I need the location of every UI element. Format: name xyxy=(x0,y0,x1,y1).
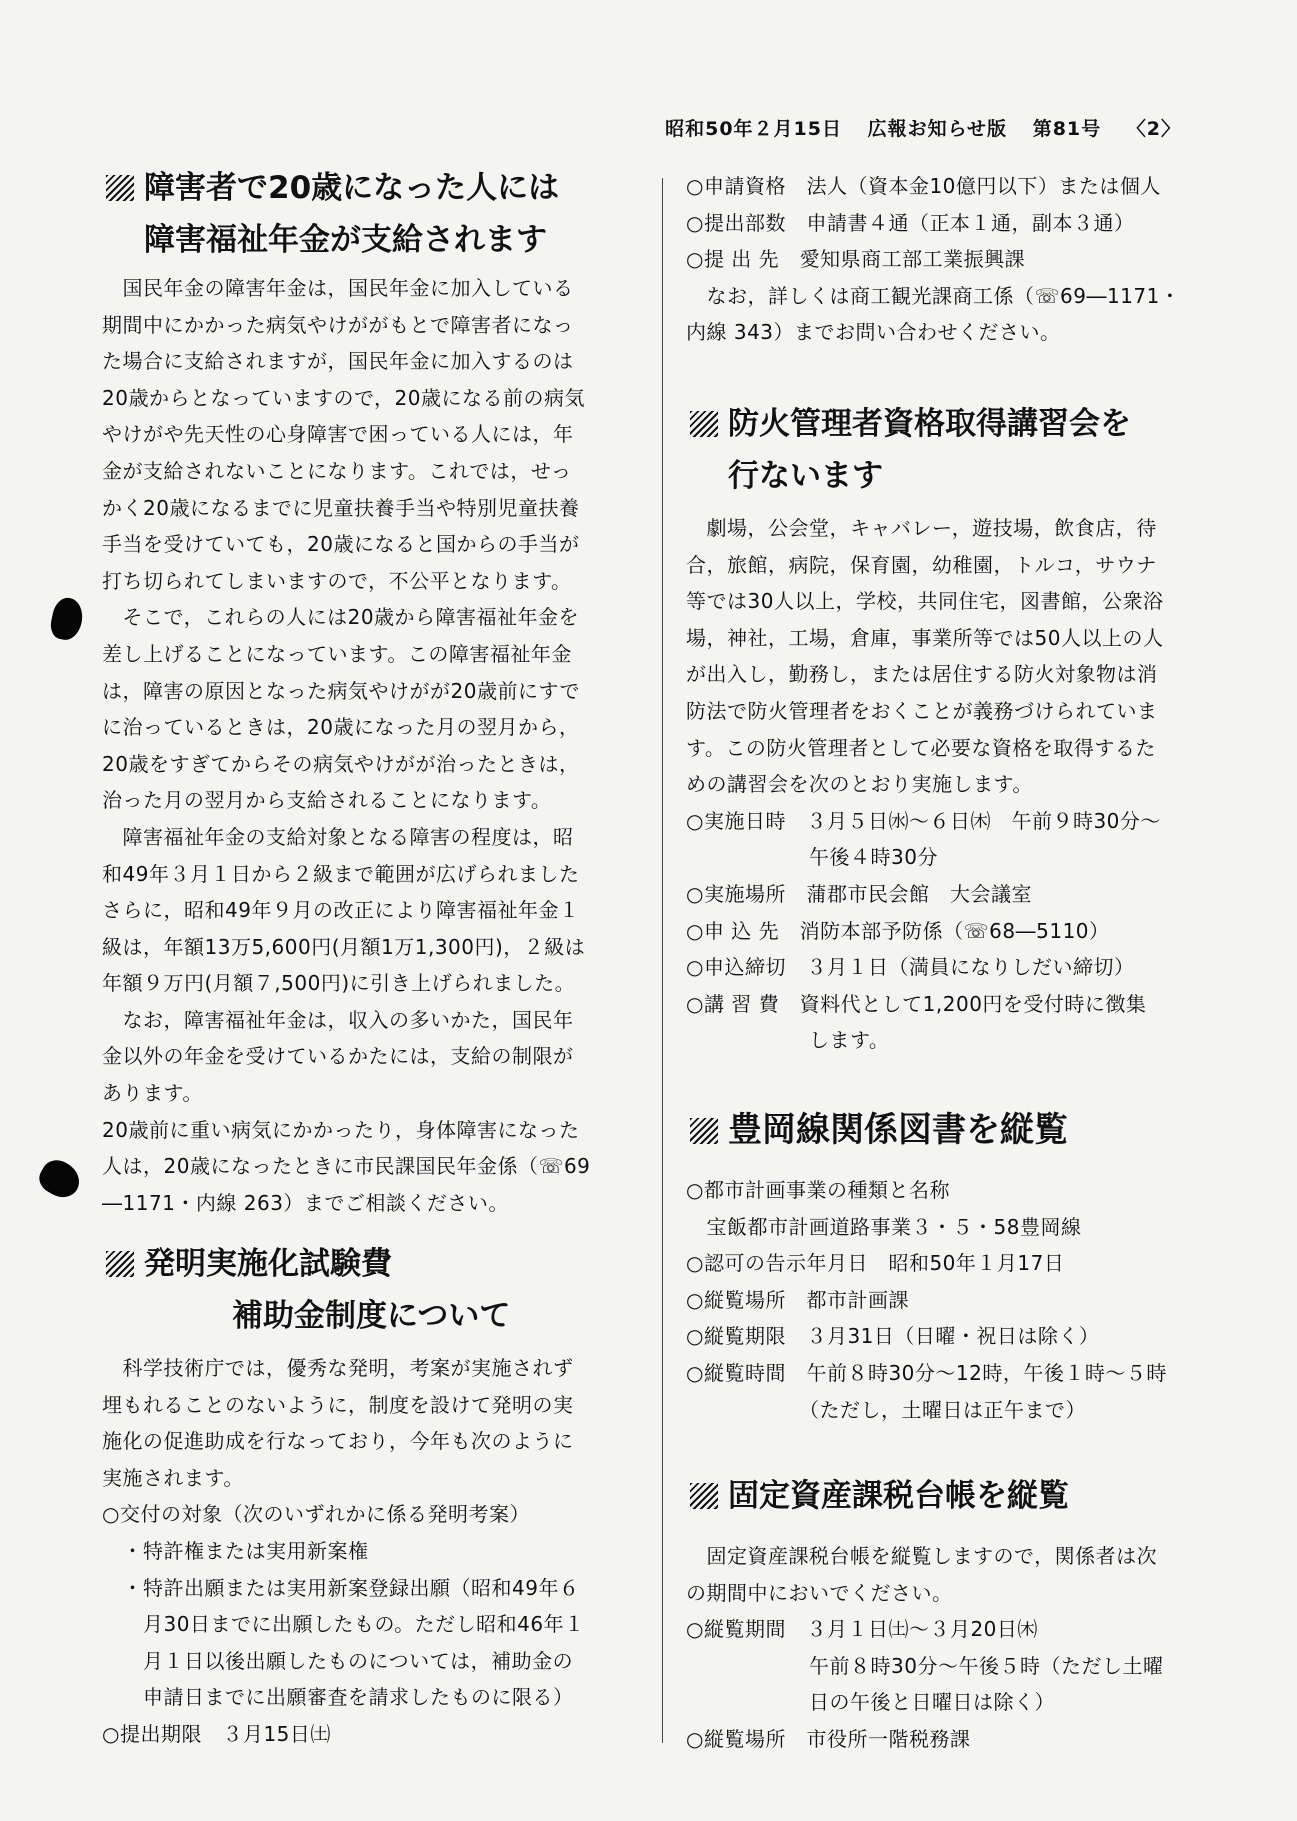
text-line: ○申請資格 法人（資本金10億円以下）または個人 xyxy=(686,174,1161,198)
text-line: 金が支給されないことになります。これでは，せっ xyxy=(102,458,572,483)
text-line: 国民年金の障害年金は，国民年金に加入している xyxy=(102,276,574,300)
text-line: 内線 343）までお問い合わせください。 xyxy=(686,320,1061,345)
text-line: ○実施日時 ３月５日㈬～６日㈭ 午前９時30分～ xyxy=(686,808,1161,833)
text-line: 午後４時30分 xyxy=(686,845,938,870)
text-line: 申請日までに出願審査を請求したものに限る） xyxy=(102,1685,574,1710)
text-line: 劇場，公会堂，キャバレー，遊技場，飲食店，待 xyxy=(686,516,1157,540)
text-line: 施化の促進助成を行なっており，今年も次のように xyxy=(102,1429,574,1454)
text-line: ○縦覧時間 午前８時30分～12時，午後１時～５時 xyxy=(686,1360,1167,1385)
text-line: 場，神社，工場，倉庫，事業所等では50人以上の人 xyxy=(686,625,1164,650)
column-divider xyxy=(662,178,663,1743)
text-line: 和49年３月１日から２級まで範囲が広げられました xyxy=(102,861,580,886)
text-line: ○実施場所 蒲郡市民会館 大会議室 xyxy=(686,881,1032,906)
text-line: 人は，20歳になったときに市民課国民年金係（☏69 xyxy=(102,1154,591,1179)
text-line: あります。 xyxy=(102,1081,203,1106)
text-line: ○講 習 費 資料代として1,200円を受付時に徴集 xyxy=(686,991,1147,1016)
text-line: めの講習会を次のとおり実施します。 xyxy=(686,772,1033,797)
text-line: が出入し，勤務し，または居住する防火対象物は消 xyxy=(686,662,1158,687)
heading-disability-pension: 障害者で20歳になった人には 障害福祉年金が支給されます xyxy=(106,162,559,266)
text-line: 年額９万円(月額７,500円)に引き上げられました。 xyxy=(102,971,576,996)
text-line: 打ち切られてしまいますので，不公平となります。 xyxy=(102,568,572,593)
text-line: 月30日までに出願したもの。ただし昭和46年１ xyxy=(102,1612,585,1637)
text-line: ○提出部数 申請書４通（正本１通，副本３通） xyxy=(686,210,1135,235)
text-line: なお，障害福祉年金は，収入の多いかた，国民年 xyxy=(102,1007,574,1032)
text-line: やけがや先天性の心身障害で困っている人には，年 xyxy=(102,422,574,447)
text-line: た場合に支給されますが，国民年金に加入するのは xyxy=(102,349,574,374)
text-line: 障害福祉年金の支給対象となる障害の程度は，昭 xyxy=(102,824,574,849)
text-line: 治った月の翌月から支給されることになります。 xyxy=(102,788,552,813)
text-line: に治っているときは，20歳になった月の翌月から， xyxy=(102,715,580,740)
header-page-number: 〈2〉 xyxy=(1126,118,1181,140)
text-line: します。 xyxy=(686,1028,890,1053)
article-disability-pension xyxy=(102,270,590,1221)
text-line: 合，旅館，病院，保育園，幼稚園，トルコ，サウナ xyxy=(686,552,1157,577)
text-line: ○提出期限 ３月15日㈯ xyxy=(102,1721,331,1746)
heading-invention-subsidy: 発明実施化試験費 補助金制度について xyxy=(106,1238,510,1342)
article-invention-subsidy xyxy=(102,1350,585,1753)
text-line: 金以外の年金を受けているかたには，支給の制限が xyxy=(102,1044,574,1069)
text-line: ―1171・内線 263）までご相談ください。 xyxy=(102,1190,509,1215)
text-line: 級は，年額13万5,600円(月額1万1,300円)，２級は xyxy=(102,934,586,959)
text-line: 期間中にかかった病気やけががもとで障害者になっ xyxy=(102,312,574,337)
heading-fire-prevention-course: 防火管理者資格取得講習会を 行ないます xyxy=(690,398,1131,502)
text-line: 20歳をすぎてからその病気やけがが治ったときは， xyxy=(102,751,580,776)
article-invention-continued xyxy=(686,168,1180,351)
text-line: ○交付の対象（次のいずれかに係る発明考案） xyxy=(102,1502,530,1527)
header-issue: 第81号 xyxy=(1032,118,1102,140)
hatch-bullet-icon xyxy=(106,1251,134,1277)
heading-toyooka-line: 豊岡線関係図書を縦覧 xyxy=(690,1104,1068,1156)
text-line: ○縦覧期限 ３月31日（日曜・祝日は除く） xyxy=(686,1324,1100,1349)
text-line: さらに，昭和49年９月の改正により障害福祉年金１ xyxy=(102,898,580,923)
text-line: 20歳からとなっていますので，20歳になる前の病気 xyxy=(102,385,585,410)
text-line: 差し上げることになっています。この障害福祉年金 xyxy=(102,641,572,666)
text-line: 実施されます。 xyxy=(102,1465,244,1490)
text-line: 手当を受けていても，20歳になると国からの手当が xyxy=(102,532,580,557)
text-line: 午前８時30分～午後５時（ただし土曜 xyxy=(686,1653,1164,1678)
text-line: 宝飯都市計画道路事業３・５・58豊岡線 xyxy=(686,1214,1082,1239)
text-line: ・特許出願または実用新案登録出願（昭和49年６ xyxy=(102,1575,580,1600)
article-fixed-asset-ledger xyxy=(686,1538,1163,1758)
text-line: （ただし，土曜日は正午まで） xyxy=(686,1397,1086,1422)
text-line: 固定資産課税台帳を縦覧しますので，関係者は次 xyxy=(686,1544,1158,1568)
text-line: ○申 込 先 消防本部予防係（☏68―5110） xyxy=(686,918,1110,943)
text-line: なお，詳しくは商工観光課商工係（☏69―1171・ xyxy=(686,283,1181,308)
text-line: 日の午後と日曜日は除く） xyxy=(686,1690,1055,1715)
article-fire-prevention-course xyxy=(686,510,1163,1059)
text-line: す。この防火管理者として必要な資格を取得するた xyxy=(686,735,1156,760)
text-line: 埋もれることのないように，制度を設けて発明の実 xyxy=(102,1392,574,1417)
text-line: 月１日以後出願したものについては，補助金の xyxy=(102,1648,574,1673)
text-line: そこで，これらの人には20歳から障害福祉年金を xyxy=(102,605,580,630)
article-toyooka-line xyxy=(686,1172,1167,1428)
text-line: ○縦覧場所 市役所一階税務課 xyxy=(686,1726,971,1751)
ink-blot xyxy=(34,1154,86,1203)
text-line: 防法で防火管理者をおくことが義務づけられていま xyxy=(686,698,1158,723)
text-line: 20歳前に重い病気にかかったり，身体障害になった xyxy=(102,1117,580,1142)
text-line: の期間中においでください。 xyxy=(686,1580,953,1605)
text-line: ○縦覧期間 ３月１日㈯～３月20日㈭ xyxy=(686,1617,1038,1642)
text-line: ○認可の告示年月日 昭和50年１月17日 xyxy=(686,1251,1065,1276)
text-line: かく20歳になるまでに児童扶養手当や特別児童扶養 xyxy=(102,495,580,520)
text-line: ○縦覧場所 都市計画課 xyxy=(686,1287,909,1312)
page-header xyxy=(647,114,1181,141)
text-line: は，障害の原因となった病気やけがが20歳前にすで xyxy=(102,678,581,703)
hatch-bullet-icon xyxy=(106,175,134,201)
hatch-bullet-icon xyxy=(690,411,718,437)
heading-fixed-asset-ledger: 固定資産課税台帳を縦覧 xyxy=(690,1470,1069,1522)
hatch-bullet-icon xyxy=(690,1483,718,1509)
text-line: 等では30人以上，学校，共同住宅，図書館，公衆浴 xyxy=(686,589,1164,614)
text-line: ○提 出 先 愛知県商工部工業振興課 xyxy=(686,247,1026,272)
text-line: 科学技術庁では，優秀な発明，考案が実施されず xyxy=(102,1356,574,1380)
text-line: ○都市計画事業の種類と名称 xyxy=(686,1178,950,1202)
ink-blot xyxy=(48,595,86,642)
header-publication: 広報お知らせ版 xyxy=(867,118,1008,140)
header-date: 昭和50年２月15日 xyxy=(665,118,842,140)
text-line: ○申込締切 ３月１日（満員になりしだい締切） xyxy=(686,955,1135,980)
hatch-bullet-icon xyxy=(690,1118,718,1144)
text-line: ・特許権または実用新案権 xyxy=(102,1538,369,1563)
